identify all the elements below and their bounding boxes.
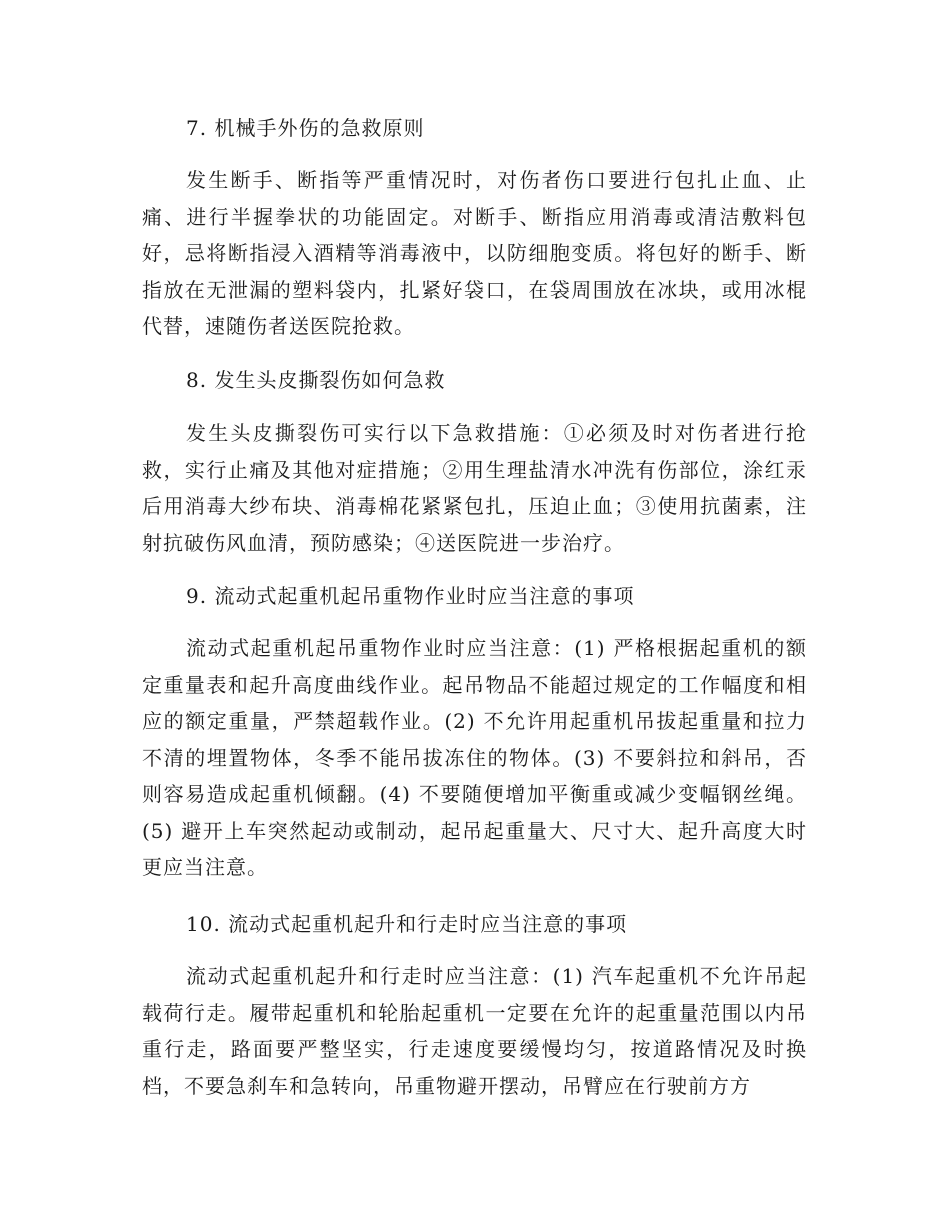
section-9-heading: 9. 流动式起重机起吊重物作业时应当注意的事项 bbox=[186, 584, 635, 608]
section-9-body: 流动式起重机起吊重物作业时应当注意：(1) 严格根据起重机的额定重量表和起升高度曲线作业。起吊物品不能超过规定的工作幅度和相应的额定重量，严禁超载作业。(2) 不允许用起重机吊拔起重量和拉力不清的埋置物体，冬季不能吊拔冻住的物体。(3) 不要斜拉和斜吊，否则容易造成起重机倾翻。(4) 不要随便增加平衡重或减少变幅钢丝绳。(5) 避开上车突然起动或制动，起吊起重量大、尺寸大、起升高度大时更应当注意。 bbox=[142, 636, 807, 879]
section-7-heading: 7. 机械手外伤的急救原则 bbox=[186, 116, 425, 140]
section-10-heading: 10. 流动式起重机起升和行走时应当注意的事项 bbox=[186, 912, 628, 936]
section-8-heading: 8. 发生头皮撕裂伤如何急救 bbox=[186, 368, 446, 392]
section-7-body: 发生断手、断指等严重情况时，对伤者伤口要进行包扎止血、止痛、进行半握拳状的功能固定。对断手、断指应用消毒或清洁敷料包好，忌将断指浸入酒精等消毒液中，以防细胞变质。将包好的断手、断指放在无泄漏的塑料袋内，扎紧好袋口，在袋周围放在冰块，或用冰棍代替，速随伤者送医院抢救。 bbox=[142, 168, 807, 338]
section-8-body: 发生头皮撕裂伤可实行以下急救措施：①必须及时对伤者进行抢救，实行止痛及其他对症措施；②用生理盐清水冲洗有伤部位，涂红汞后用消毒大纱布块、消毒棉花紧紧包扎，压迫止血；③使用抗菌素，注射抗破伤风血清，预防感染；④送医院进一步治疗。 bbox=[142, 421, 807, 555]
section-10-body: 流动式起重机起升和行走时应当注意：(1) 汽车起重机不允许吊起载荷行走。履带起重机和轮胎起重机一定要在允许的起重量范围以内吊重行走，路面要严整坚实，行走速度要缓慢均匀，按道路情况及时换档，不要急刹车和急转向，吊重物避开摆动，吊臂应在行驶前方方 bbox=[142, 964, 807, 1098]
